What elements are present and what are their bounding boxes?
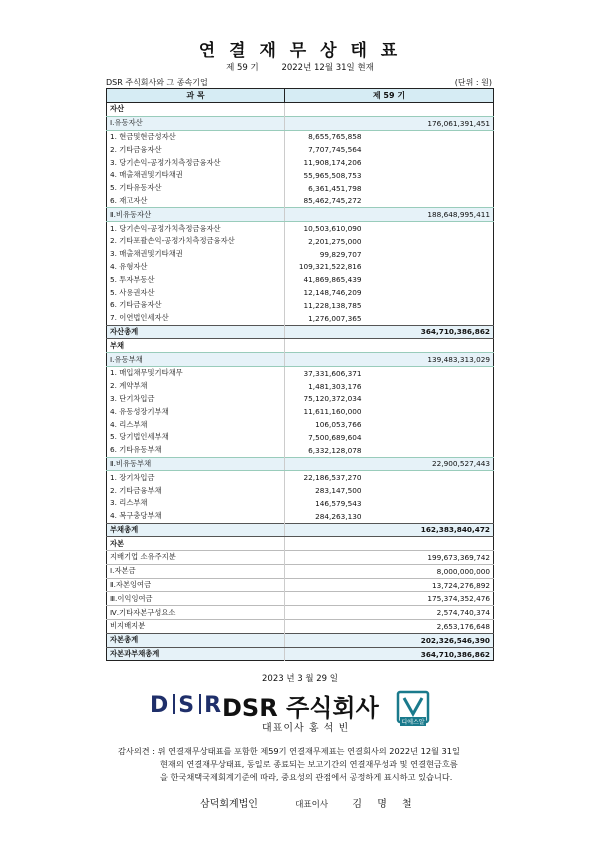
opinion-line-3: 을 한국채택국제회계기준에 따라, 중요성의 관점에서 공정하게 표시하고 있습니다. [160,772,453,782]
table-row [107,405,494,418]
audit-opinion [118,745,498,784]
subtotal-amount [365,156,494,169]
account-name: 지배기업 소유주지분 [107,551,285,565]
table-row [107,182,494,195]
table-row [107,248,494,261]
table-row [107,325,494,339]
detail-amount: 75,120,372,034 [303,394,362,404]
account-name: 자본총계 [107,633,285,647]
table-row [107,103,494,117]
subtotal-amount [365,366,494,379]
detail-amount: 22,186,537,270 [303,473,362,483]
subtotal-amount [365,471,494,484]
detail-amount: 8,655,765,858 [308,132,362,142]
table-row [107,647,494,661]
table-row [107,286,494,299]
subtotal-amount: 13,724,276,892 [365,578,494,592]
logo-divider [199,694,201,714]
table-row [107,564,494,578]
subtotal-amount [365,537,494,551]
table-row [107,116,494,130]
auditor-name: 김 명 철 [352,799,418,810]
detail-amount [285,578,365,592]
detail-amount [285,592,365,606]
audit-firm: 삼덕회계법인 [200,799,258,810]
detail-amount [285,523,365,537]
table-header [107,89,494,103]
account-name: Ⅰ.자본금 [107,564,285,578]
subtotal-amount [365,235,494,248]
table-row [107,156,494,169]
detail-amount: 106,053,766 [315,420,362,430]
period-line [0,61,600,73]
subtotal-amount: 199,673,369,742 [365,551,494,565]
company-scope: DSR 주식회사와 그 종속기업 [106,78,208,87]
detail-amount [285,208,365,222]
table-row [107,235,494,248]
detail-amount: 41,869,865,439 [303,275,362,285]
seal-text: 디에스알 [401,719,425,726]
account-name: 6. 재고자산 [107,195,285,208]
table-row [107,551,494,565]
subtotal-amount [365,418,494,431]
account-name: 5. 사용권자산 [107,286,285,299]
table-row [107,195,494,208]
detail-amount: 85,462,745,272 [303,196,362,206]
account-name: Ⅱ.비유동자산 [107,208,285,222]
table-row [107,444,494,457]
table-row [107,169,494,182]
table-row [107,523,494,537]
account-name: 4. 리스부채 [107,418,285,431]
table-row [107,592,494,606]
account-name: 4. 유동성장기부채 [107,405,285,418]
table-row [107,222,494,235]
account-name: 3. 당기손익-공정가치측정금융자산 [107,156,285,169]
subtotal-amount [365,431,494,444]
detail-amount: 284,263,130 [315,511,362,521]
subtotal-amount [365,222,494,235]
detail-amount [285,633,365,647]
account-name: 2. 기타금융자산 [107,143,285,156]
detail-amount: 1,481,303,176 [308,381,362,391]
subtotal-amount [365,380,494,393]
table-row [107,299,494,312]
account-name: Ⅰ.유동부채 [107,353,285,367]
subtotal-amount: 188,648,995,411 [365,208,494,222]
table-row [107,484,494,497]
subtotal-amount [365,182,494,195]
table-row [107,339,494,353]
subtotal-amount [365,405,494,418]
table-body [107,103,494,661]
subtotal-amount [365,261,494,274]
opinion-line-1: 감사의견 : 위 연결재무상태표를 포함한 제59기 연결재무제표는 연결회사의 2022년 12월 31일 [118,746,460,756]
account-name: Ⅳ.기타자본구성요소 [107,606,285,620]
detail-amount [285,537,365,551]
detail-amount [285,116,365,130]
subtotal-amount [365,273,494,286]
account-name: 4. 매출채권및기타채권 [107,169,285,182]
subtotal-amount: 364,710,386,862 [365,325,494,339]
account-name: 5. 기타유동자산 [107,182,285,195]
detail-amount: 6,361,451,798 [308,183,362,193]
table-row [107,353,494,367]
account-name: 2. 기타포괄손익-공정가치측정금융자산 [107,235,285,248]
logo-letter-r: R [204,693,224,718]
document-title: 연 결 재 무 상 태 표 [198,41,402,61]
table-row [107,261,494,274]
account-name: 4. 유형자산 [107,261,285,274]
table-row [107,510,494,523]
opinion-line-2: 현재의 연결재무상태표, 동일로 종료되는 보고기간의 연결재무성과 및 연결현금흐름 [160,759,458,769]
table-row [107,457,494,471]
subtotal-amount [365,510,494,523]
table-row [107,130,494,143]
subtotal-amount [365,286,494,299]
detail-amount [285,606,365,620]
account-name: 자산 [107,103,285,117]
unit-label: (단위 : 원) [454,78,492,87]
table-row [107,471,494,484]
account-name: 1. 당기손익-공정가치측정금융자산 [107,222,285,235]
account-name: 1. 현금및현금성자산 [107,130,285,143]
table-row [107,537,494,551]
detail-amount [285,551,365,565]
logo-divider [173,694,175,714]
header-item: 과 목 [107,89,285,103]
account-name: 비지배지분 [107,620,285,634]
detail-amount: 146,579,543 [315,498,362,508]
subtotal-amount [365,143,494,156]
detail-amount: 283,147,500 [315,486,362,495]
account-name: 3. 매출채권및기타채권 [107,248,285,261]
table-row [107,393,494,406]
subtotal-amount [365,312,494,325]
detail-amount: 2,201,275,000 [308,236,362,246]
subtotal-amount: 176,061,391,451 [365,116,494,130]
detail-amount [285,339,365,353]
detail-amount: 11,908,174,206 [303,158,362,168]
subtotal-amount [365,299,494,312]
subtotal-amount [365,444,494,457]
subtotal-amount [365,339,494,353]
subtotal-amount: 2,653,176,648 [365,620,494,634]
detail-amount [285,353,365,367]
account-name: 5. 투자부동산 [107,273,285,286]
account-name: 6. 기타유동부채 [107,444,285,457]
table-row [107,606,494,620]
logo-letter-s: S [178,693,197,718]
account-name: 자본 [107,537,285,551]
detail-amount: 6,332,128,078 [308,445,362,455]
subtotal-amount [365,484,494,497]
account-name: Ⅱ.자본잉여금 [107,578,285,592]
subtotal-amount: 175,374,352,476 [365,592,494,606]
account-name: 3. 단기차입금 [107,393,285,406]
account-name: 부채총계 [107,523,285,537]
account-name: 부채 [107,339,285,353]
detail-amount: 12,148,746,209 [303,288,362,298]
corporate-seal [396,690,430,728]
as-of-date: 2022년 12월 31일 현재 [281,63,374,73]
table-row [107,620,494,634]
subtotal-amount [365,497,494,510]
account-name: Ⅲ.이익잉여금 [107,592,285,606]
detail-amount: 109,321,522,816 [298,262,362,272]
account-name: 4. 복구충당부채 [107,510,285,523]
table-row [107,208,494,222]
account-name: 5. 당기법인세부채 [107,431,285,444]
detail-amount: 11,228,138,785 [303,300,362,310]
subtotal-amount: 139,483,313,029 [365,353,494,367]
subtotal-amount: 162,383,840,472 [365,523,494,537]
header-period: 제 59 기 [285,89,494,103]
subtotal-amount [365,393,494,406]
table-row [107,431,494,444]
detail-amount [285,647,365,661]
account-name: 자산총계 [107,325,285,339]
detail-amount: 37,331,606,371 [303,368,362,378]
account-name: 2. 기타금융부채 [107,484,285,497]
detail-amount [285,103,365,117]
table-row [107,380,494,393]
detail-amount: 99,829,707 [319,249,362,259]
table-row [107,418,494,431]
detail-amount [285,564,365,578]
detail-amount: 11,611,160,000 [303,407,362,417]
detail-amount: 7,500,689,604 [308,432,362,442]
detail-amount [285,457,365,471]
account-name: 3. 리스부채 [107,497,285,510]
subtotal-amount: 8,000,000,000 [365,564,494,578]
account-name: Ⅰ.유동자산 [107,116,285,130]
subtotal-amount: 22,900,527,443 [365,457,494,471]
subtotal-amount: 2,574,740,374 [365,606,494,620]
detail-amount [285,325,365,339]
account-name: 2. 계약부채 [107,380,285,393]
account-name: 7. 이연법인세자산 [107,312,285,325]
detail-amount: 7,707,745,564 [308,145,362,155]
table-row [107,497,494,510]
account-name: 6. 기타금융자산 [107,299,285,312]
account-name: 1. 매입채무및기타채무 [107,366,285,379]
detail-amount: 55,965,508,753 [303,170,362,180]
dsr-logo [150,693,223,718]
table-row [107,312,494,325]
subtotal-amount: 364,710,386,862 [365,647,494,661]
subtotal-amount [365,103,494,117]
account-name: 1. 장기차입금 [107,471,285,484]
company-name: DSR 주식회사 [222,694,379,722]
subtotal-amount [365,130,494,143]
account-name: Ⅱ.비유동부채 [107,457,285,471]
subtotal-amount [365,248,494,261]
issue-date: 2023 년 3 월 29 일 [262,674,338,684]
subtotal-amount [365,195,494,208]
auditor-signoff [200,795,418,810]
table-row [107,366,494,379]
fiscal-period: 제 59 기 [226,63,259,73]
table-row [107,578,494,592]
balance-sheet-table [106,88,494,661]
account-name: 자본과부채총계 [107,647,285,661]
subtotal-amount: 202,326,546,390 [365,633,494,647]
table-row [107,273,494,286]
detail-amount [285,620,365,634]
subtotal-amount [365,169,494,182]
table-row [107,143,494,156]
ceo-line: 대표이사 홍 석 빈 [262,723,350,734]
table-row [107,633,494,647]
detail-amount: 1,276,007,365 [308,313,362,323]
logo-letter-d: D [150,693,171,718]
auditor-role: 대표이사 [295,800,329,810]
detail-amount: 10,503,610,090 [303,224,362,234]
